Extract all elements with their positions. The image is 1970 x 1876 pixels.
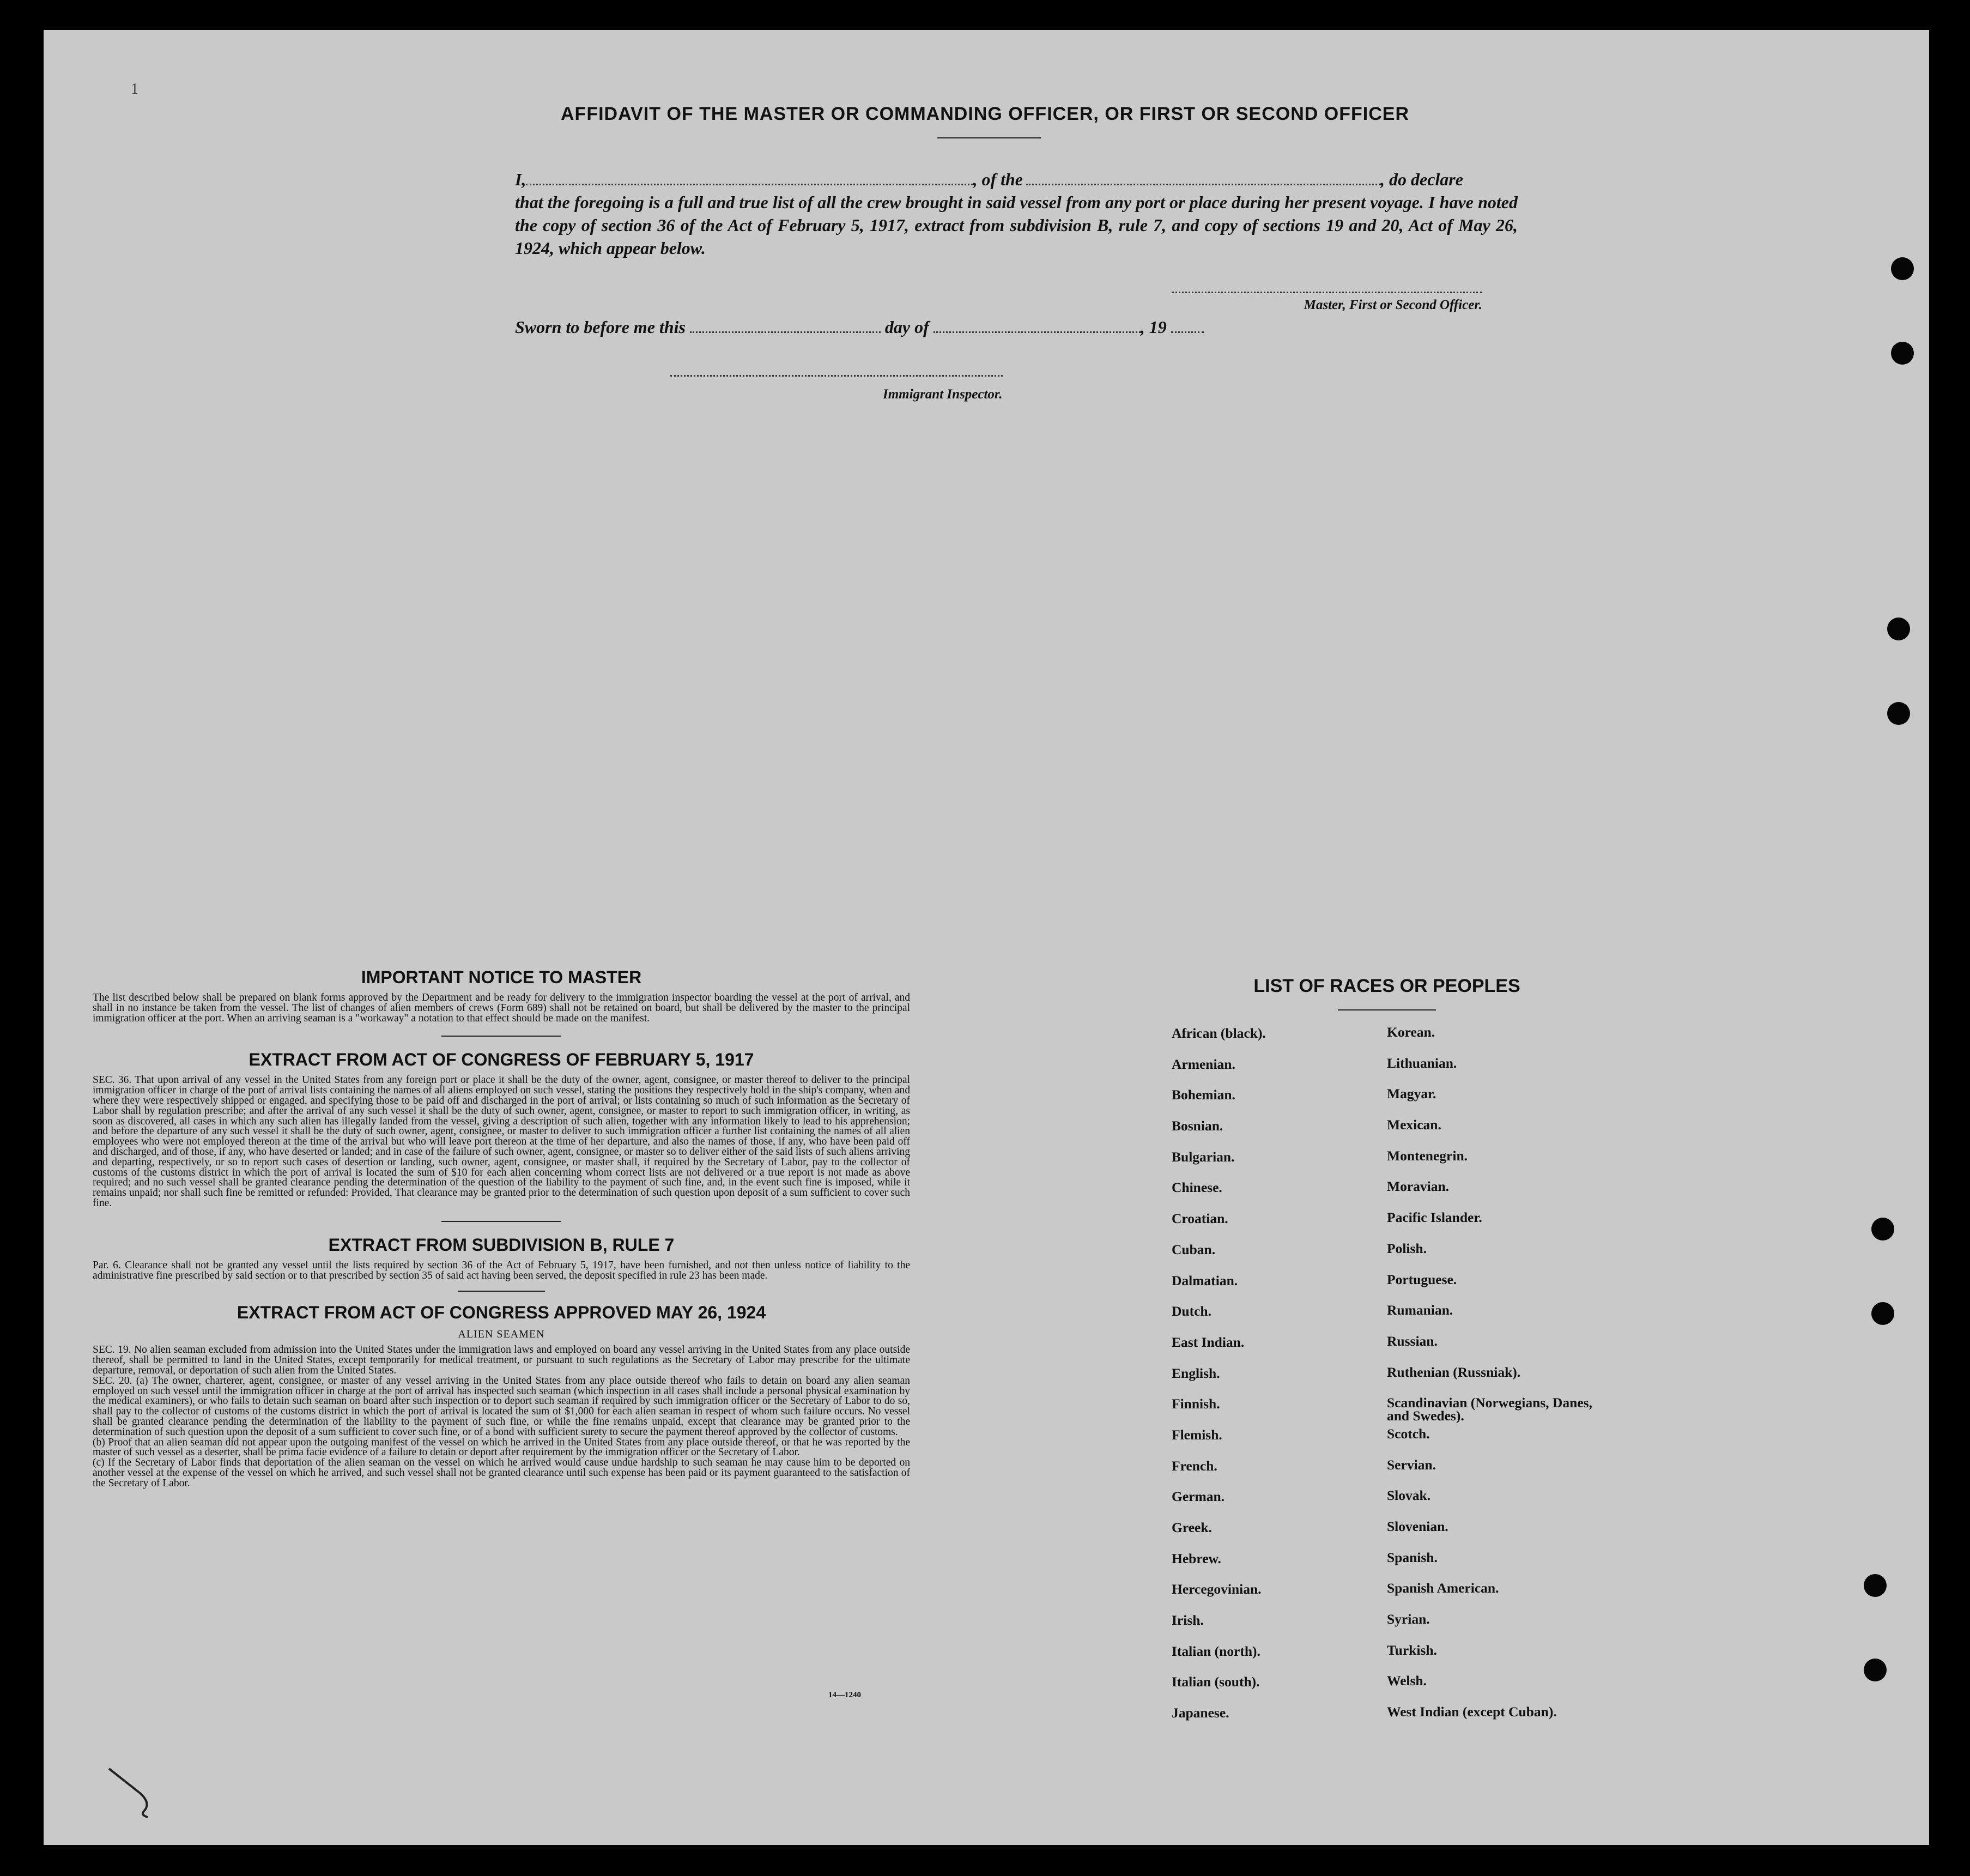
i-label: I, bbox=[515, 170, 526, 189]
divider bbox=[441, 1036, 561, 1037]
race-item: Ruthenian (Russniak). bbox=[1387, 1364, 1521, 1380]
race-item: Welsh. bbox=[1387, 1673, 1427, 1689]
race-item: Chinese. bbox=[1172, 1179, 1222, 1196]
race-item: Bohemian. bbox=[1172, 1087, 1235, 1103]
race-item: English. bbox=[1172, 1365, 1220, 1381]
punch-hole bbox=[1871, 1218, 1894, 1240]
sworn-line bbox=[515, 316, 1204, 337]
race-item: Flemish. bbox=[1172, 1426, 1222, 1443]
race-item: East Indian. bbox=[1172, 1334, 1245, 1350]
legal-notices bbox=[93, 967, 910, 1489]
race-item: Croatian. bbox=[1172, 1211, 1228, 1227]
sec19-text: SEC. 19. No alien seaman excluded from admission into the United States under the immigration laws and employed on board any vessel arriving in the United States from any place outside thereof, shall be permitted to land in the United States, except temporarily for medical treatment, or pursuant to such regulations as the Secretary of Labor may prescribe for the ultimate departure, removal, or deportation of such alien from the United States. bbox=[93, 1344, 910, 1376]
sworn-label: Sworn to before me this bbox=[515, 317, 686, 337]
race-item: Polish. bbox=[1387, 1240, 1427, 1256]
race-item: Greek. bbox=[1172, 1520, 1212, 1535]
race-item: Dutch. bbox=[1172, 1303, 1211, 1320]
races-title-underline bbox=[1338, 1009, 1436, 1010]
race-item: Dalmatian. bbox=[1172, 1272, 1238, 1288]
race-item: German. bbox=[1172, 1488, 1225, 1505]
vessel-blank[interactable] bbox=[1026, 168, 1380, 185]
extract-rule7-text: Par. 6. Clearance shall not be granted any vessel until the lists required by section 36 of the Act of February 5, 1917, have been furnished, and not then unless notice of liability to the administrative fine prescribed by said section or to that prescribed by section 35 of said act having been served, the deposit specified in rule 23 has been made. bbox=[93, 1259, 910, 1281]
race-item: Slovak. bbox=[1387, 1487, 1431, 1504]
name-blank[interactable] bbox=[526, 168, 973, 185]
race-item: Finnish. bbox=[1172, 1396, 1220, 1412]
day-blank[interactable] bbox=[690, 316, 881, 333]
punch-hole bbox=[1891, 257, 1914, 280]
race-item: Hebrew. bbox=[1172, 1550, 1221, 1566]
divider bbox=[441, 1221, 561, 1222]
races-title: LIST OF RACES OR PEOPLES bbox=[1253, 976, 1520, 996]
punch-hole bbox=[1891, 342, 1914, 365]
race-item: Korean. bbox=[1387, 1024, 1435, 1040]
stray-mark: 1 bbox=[131, 81, 138, 98]
punch-hole bbox=[1864, 1574, 1887, 1597]
extract-1917-title: EXTRACT FROM ACT OF CONGRESS OF FEBRUARY 5, 1917 bbox=[248, 1050, 754, 1070]
race-item: Cuban. bbox=[1172, 1241, 1216, 1257]
do-declare-label: , do declare bbox=[1380, 170, 1463, 189]
extract-rule7-title: EXTRACT FROM SUBDIVISION B, RULE 7 bbox=[328, 1234, 675, 1255]
races-list bbox=[1172, 1026, 1597, 1736]
race-item: Bulgarian. bbox=[1172, 1148, 1235, 1165]
race-item: Armenian. bbox=[1172, 1056, 1235, 1072]
year-blank[interactable] bbox=[1171, 316, 1204, 333]
month-blank[interactable] bbox=[934, 316, 1141, 333]
form-page bbox=[44, 30, 1929, 1845]
notice-text: The list described below shall be prepared on blank forms approved by the Department and be ready for delivery to the immigration inspector boarding the vessel at the port of arrival, and shall in no instance be taken from the vessel. The list of changes of alien members of crews (Form 689) shall not be retained on board, but shall be delivered by the master to the principal immigration officer at the port. When an arriving seaman is a "workaway" a notation to that effect should be made on the manifest. bbox=[93, 992, 910, 1024]
punch-hole bbox=[1887, 618, 1910, 640]
race-item: Spanish. bbox=[1387, 1549, 1438, 1565]
race-item: Hercegovinian. bbox=[1172, 1581, 1262, 1597]
notice-title: IMPORTANT NOTICE TO MASTER bbox=[361, 967, 642, 987]
race-item: French. bbox=[1172, 1457, 1217, 1474]
race-item: Turkish. bbox=[1387, 1642, 1437, 1658]
sec20a-text: SEC. 20. (a) The owner, charterer, agent, consignee, or master of any vessel arriving in the United States from any place outside thereof who fails to detain on board any alien seaman employed on such vessel until the immigration officer in charge at the port of arrival has inspected such seaman (which inspection in all cases shall include a personal physical examination by the medical examiners), or who fails to detain such seaman on board after such inspection or to deport such seaman if required by such immigration officer or the Secretary of Labor to do so, shall pay to the collector of customs of the customs district in which the port of arrival is located the sum of $1,000 for each alien seaman in respect of whom such failure occurs. No vessel shall be granted clearance pending the determination of the liability to the payment of such fine, or while the fine remains unpaid, except that clearance may be granted prior to the determination of such question upon the deposit of a sum sufficient to cover such fine, or of a bond with sufficient surety to secure the payment thereof approved by the collector of customs. bbox=[93, 1375, 910, 1438]
title-underline bbox=[937, 137, 1041, 138]
race-item: Russian. bbox=[1387, 1333, 1438, 1349]
affidavit-text bbox=[515, 168, 1518, 259]
sec20b-text: (b) Proof that an alien seaman did not appear upon the outgoing manifest of the vessel on which he arrived in the United States from any place outside thereof, or that he was reported by the master of such vessel as a deserter, shall be prima facie evidence of a failure to detain or deport after requirement by the immigration officer or the Secretary of Labor. bbox=[93, 1436, 910, 1459]
race-item: Japanese. bbox=[1172, 1705, 1229, 1721]
day-of-label: day of bbox=[884, 317, 929, 337]
race-item: Montenegrin. bbox=[1387, 1147, 1468, 1164]
race-item: Lithuanian. bbox=[1387, 1055, 1457, 1071]
inspector-signature-line[interactable] bbox=[670, 375, 1003, 377]
race-item: West Indian (except Cuban). bbox=[1387, 1704, 1557, 1720]
race-item: Scandinavian (Norwegians, Danes, and Swedes). bbox=[1387, 1395, 1592, 1424]
race-item: Spanish American. bbox=[1387, 1580, 1499, 1596]
inspector-label: Immigrant Inspector. bbox=[883, 387, 1003, 402]
extract-1924-title: EXTRACT FROM ACT OF CONGRESS APPROVED MAY 26, 1924 bbox=[237, 1303, 766, 1323]
race-item: Mexican. bbox=[1387, 1117, 1441, 1133]
punch-hole bbox=[1864, 1659, 1887, 1681]
affidavit-title: AFFIDAVIT OF THE MASTER OR COMMANDING OFFICER, OR FIRST OR SECOND OFFICER bbox=[561, 104, 1409, 124]
race-item: Bosnian. bbox=[1172, 1118, 1223, 1134]
race-item: Italian (south). bbox=[1172, 1674, 1260, 1690]
punch-hole bbox=[1887, 702, 1910, 725]
race-item: Irish. bbox=[1172, 1612, 1204, 1629]
master-signature-label: Master, First or Second Officer. bbox=[1172, 292, 1482, 313]
race-item: African (black). bbox=[1172, 1025, 1266, 1041]
race-item: Slovenian. bbox=[1387, 1518, 1448, 1534]
alien-seamen-subtitle: ALIEN SEAMEN bbox=[458, 1328, 545, 1341]
race-item: Servian. bbox=[1387, 1456, 1436, 1473]
race-item: Portuguese. bbox=[1387, 1271, 1457, 1287]
pen-mark bbox=[106, 1760, 166, 1820]
race-item: Magyar. bbox=[1387, 1086, 1436, 1102]
punch-hole bbox=[1871, 1302, 1894, 1325]
race-item: Scotch. bbox=[1387, 1425, 1430, 1442]
year-label: , 19 bbox=[1140, 317, 1167, 337]
race-item: Syrian. bbox=[1387, 1611, 1430, 1627]
race-item: Pacific Islander. bbox=[1387, 1209, 1482, 1226]
sec20c-text: (c) If the Secretary of Labor finds that deportation of the alien seaman on the vessel on which he arrived would cause undue hardship to such seaman he may cause him to be deported on another vessel at the expense of the vessel on which he arrived, and such vessel shall not be granted clearance until such expense has been paid or its payment guaranteed to the satisfaction of the Secretary of Labor. bbox=[93, 1457, 910, 1489]
of-the-label: , of the bbox=[973, 170, 1023, 189]
affidavit-body: that the foregoing is a full and true list of all the crew brought in said vessel from any port or place during her present voyage. I have noted the copy of section 36 of the Act of February 5, 1917, extract from subdivision B, rule 7, and copy of sections 19 and 20, Act of May 26, 1924, which appear below. bbox=[515, 192, 1518, 258]
race-item: Italian (north). bbox=[1172, 1643, 1260, 1659]
extract-1917-text: SEC. 36. That upon arrival of any vessel in the United States from any foreign port or place it shall be the duty of the owner, agent, consignee, or master thereof to deliver to the principal immigration officer in charge of the port of arrival lists containing the names of all aliens employed on such vessel, stating the positions they respectively hold in the ship's company, when and where they were respectively shipped or engaged, and specifying those to be paid off and discharged in the port of arrival; or lists containing so much of such information as the Secretary of Labor shall by regulation prescribe; and after the arrival of any such vessel it shall be the duty of such owner, agent, consignee, or master to report to such immigration officer, in writing, as soon as discovered, all cases in which any such alien has illegally landed from the vessel, giving a description of such alien, together with any information likely to lead to his apprehension; and before the departure of any such vessel it shall be the duty of such owner, agent, consignee, or master to deliver to such immigration officer a further list containing the names of all alien employees who were not employed thereon at the time of the arrival but who will leave port thereon at the time of her departure, and also the names of those, if any, who have been paid off and discharged, and of those, if any, who have deserted or landed; and in case of the failure of such owner, agent, consignee, or master so to deliver either of the said lists of such aliens arriving and departing, respectively, or so to report such cases of desertion or landing, such owner, agent, consignee, or master shall, if required by the Secretary of Labor, pay to the collector of customs of the customs district in which the port of arrival is located the sum of $10 for each alien concerning whom correct lists are not delivered or a true report is not made as above required; and no such vessel shall be granted clearance pending the determination of the question of the liability to the payment of such fine, and, in the event such fine is imposed, while it remains unpaid; nor shall such fine be remitted or refunded: Provided, That clearance may be granted prior to the determination of such question upon deposit of a sum sufficient to cover such fine. bbox=[93, 1074, 910, 1209]
race-item: Moravian. bbox=[1387, 1178, 1450, 1195]
form-number: 14—1240 bbox=[828, 1691, 861, 1699]
divider bbox=[458, 1291, 545, 1292]
race-item: Rumanian. bbox=[1387, 1302, 1453, 1318]
